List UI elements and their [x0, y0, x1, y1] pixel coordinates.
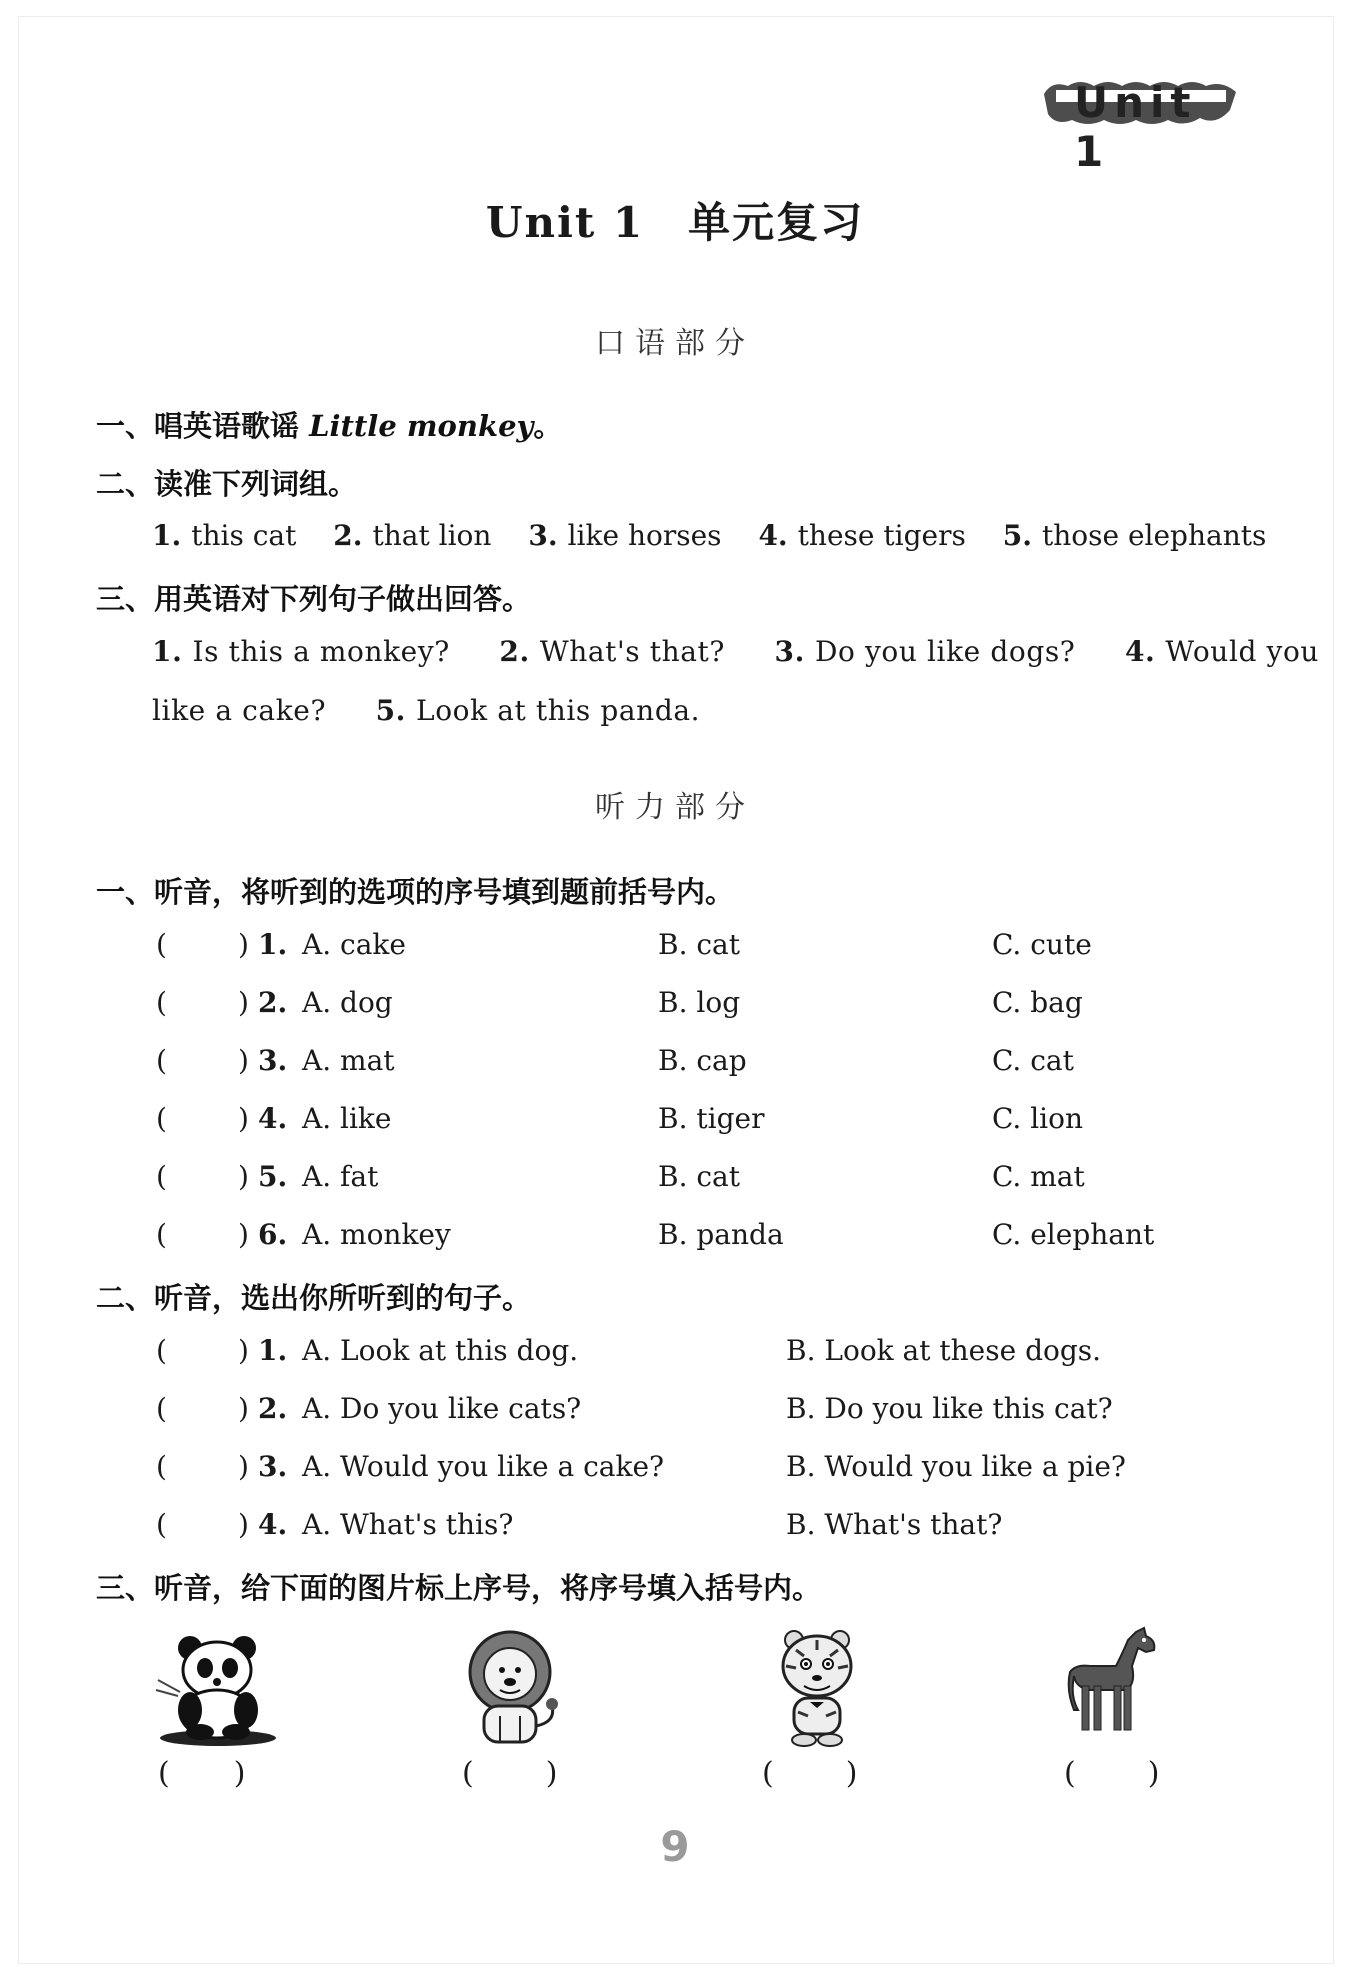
item-number: 1. [258, 1334, 288, 1367]
phrase-text: this cat [191, 519, 297, 552]
item-number: 3. [258, 1044, 288, 1077]
listening-question-3: 三、听音，给下面的图片标上序号，将序号填入括号内。 [96, 1571, 822, 1605]
option-a: A. fat [302, 1160, 379, 1193]
answer-paren-close: ) [233, 1756, 246, 1791]
horse-picture [1066, 1626, 1162, 1736]
option-c: C. mat [992, 1160, 1085, 1193]
answer-paren-close[interactable]: ) [238, 1334, 249, 1367]
unit-badge [1040, 76, 1240, 176]
phrase-number: 2. [333, 519, 363, 552]
picture-answer-horse[interactable] [1064, 1756, 1159, 1791]
answer-paren-close[interactable]: ) [238, 1508, 249, 1541]
listening-section-heading: 听力部分 [595, 790, 755, 825]
item-number: 2. [258, 1392, 288, 1425]
answer-paren-close[interactable]: ) [238, 1102, 249, 1135]
phrase-number: 5. [1002, 519, 1032, 552]
option-b: B. cat [658, 928, 741, 961]
answer-paren-close[interactable]: ) [238, 928, 249, 961]
option-b: B. What's that? [786, 1508, 1003, 1541]
choice-row [150, 1102, 1250, 1142]
option-b: B. Would you like a pie? [786, 1450, 1126, 1483]
option-b: B. cap [658, 1044, 747, 1077]
item-number: 4. [258, 1102, 288, 1135]
sentence-list-line-2 [152, 694, 700, 727]
option-a: A. Would you like a cake? [302, 1450, 665, 1483]
option-b: B. Do you like this cat? [786, 1392, 1113, 1425]
q1-suffix: 。 [533, 409, 563, 443]
sentence-text: Do you like dogs? [814, 635, 1076, 668]
item-number: 5. [258, 1160, 288, 1193]
answer-paren-close: ) [845, 1756, 858, 1791]
song-title: Little monkey [309, 409, 534, 443]
listening-question-2: 二、听音，选出你所听到的句子。 [96, 1281, 532, 1315]
answer-paren-close[interactable]: ) [238, 1392, 249, 1425]
sentence-choice-row [150, 1392, 1250, 1432]
sentence-number: 5. [375, 694, 407, 727]
choice-row [150, 1044, 1250, 1084]
phrase-number: 3. [528, 519, 558, 552]
option-c: C. cute [992, 928, 1092, 961]
item-number: 1. [258, 928, 288, 961]
option-a: A. What's this? [302, 1508, 514, 1541]
choice-row [150, 986, 1250, 1026]
sentence-number: 2. [499, 635, 530, 668]
answer-paren-open[interactable]: ( [156, 1102, 167, 1135]
answer-paren-open[interactable]: ( [156, 1334, 167, 1367]
option-b: B. Look at these dogs. [786, 1334, 1102, 1367]
sentence-number: 3. [774, 635, 805, 668]
answer-paren-open[interactable]: ( [156, 1218, 167, 1251]
phrase-text: these tigers [797, 519, 966, 552]
choice-row [150, 928, 1250, 968]
option-b: B. log [658, 986, 741, 1019]
answer-paren-close[interactable]: ) [238, 1450, 249, 1483]
answer-paren-open: ( [762, 1756, 774, 1791]
answer-paren-open[interactable]: ( [156, 1160, 167, 1193]
option-b: B. panda [658, 1218, 784, 1251]
picture-answer-lion[interactable] [462, 1756, 557, 1791]
page-title: Unit 1 单元复习 [485, 198, 865, 247]
oral-question-3: 三、用英语对下列句子做出回答。 [96, 582, 532, 616]
answer-paren-open[interactable]: ( [156, 1044, 167, 1077]
lion-picture [460, 1630, 570, 1750]
answer-paren-open[interactable]: ( [156, 1508, 167, 1541]
sentence-choice-row [150, 1334, 1250, 1374]
sentence-text: Look at this panda. [416, 694, 701, 727]
panda-picture [150, 1628, 280, 1748]
phrase-list [152, 519, 1266, 552]
option-a: A. Do you like cats? [302, 1392, 582, 1425]
sentence-text: Is this a monkey? [192, 635, 450, 668]
oral-question-2: 二、读准下列词组。 [96, 467, 358, 501]
answer-paren-close: ) [545, 1756, 558, 1791]
choice-row [150, 1160, 1250, 1200]
item-number: 6. [258, 1218, 288, 1251]
oral-question-1 [96, 404, 562, 445]
option-c: C. elephant [992, 1218, 1155, 1251]
phrase-number: 1. [152, 519, 182, 552]
phrase-text: those elephants [1041, 519, 1267, 552]
sentence-text: What's that? [539, 635, 726, 668]
answer-paren-open[interactable]: ( [156, 1392, 167, 1425]
option-c: C. cat [992, 1044, 1074, 1077]
option-a: A. like [302, 1102, 392, 1135]
answer-paren-open[interactable]: ( [156, 986, 167, 1019]
option-a: A. monkey [302, 1218, 451, 1251]
option-a: A. dog [302, 986, 393, 1019]
item-number: 4. [258, 1508, 288, 1541]
picture-answer-tiger[interactable] [762, 1756, 857, 1791]
answer-paren-open: ( [462, 1756, 474, 1791]
answer-paren-open: ( [158, 1756, 170, 1791]
page-number: 9 [660, 1822, 690, 1871]
sentence-text: Would you [1165, 635, 1320, 668]
option-b: B. tiger [658, 1102, 765, 1135]
oral-section-heading: 口语部分 [595, 326, 755, 361]
option-c: C. lion [992, 1102, 1084, 1135]
sentence-choice-row [150, 1508, 1250, 1548]
answer-paren-close[interactable]: ) [238, 986, 249, 1019]
option-c: C. bag [992, 986, 1083, 1019]
option-a: A. Look at this dog. [302, 1334, 579, 1367]
answer-paren-open: ( [1064, 1756, 1076, 1791]
tiger-picture [768, 1626, 868, 1750]
phrase-text: that lion [372, 519, 492, 552]
option-a: A. cake [302, 928, 406, 961]
answer-paren-open[interactable]: ( [156, 1450, 167, 1483]
answer-paren-close[interactable]: ) [238, 1218, 249, 1251]
phrase-text: like horses [567, 519, 722, 552]
sentence-number: 1. [152, 635, 183, 668]
answer-paren-close: ) [1147, 1756, 1160, 1791]
sentence-choice-row [150, 1450, 1250, 1490]
item-number: 3. [258, 1450, 288, 1483]
option-b: B. cat [658, 1160, 741, 1193]
choice-row [150, 1218, 1250, 1258]
item-number: 2. [258, 986, 288, 1019]
unit-badge-label: Unit 1 [1074, 78, 1197, 176]
q1-prefix: 一、唱英语歌谣 [96, 409, 310, 443]
sentence-number: 4. [1124, 635, 1156, 668]
sentence-list-line-1 [152, 635, 1319, 668]
option-a: A. mat [302, 1044, 395, 1077]
answer-paren-close[interactable]: ) [238, 1160, 249, 1193]
picture-answer-panda[interactable] [158, 1756, 245, 1791]
answer-paren-open[interactable]: ( [156, 928, 167, 961]
listening-question-1: 一、听音，将听到的选项的序号填到题前括号内。 [96, 875, 735, 909]
answer-paren-close[interactable]: ) [238, 1044, 249, 1077]
phrase-number: 4. [758, 519, 788, 552]
sentence-text: like a cake? [152, 694, 327, 727]
